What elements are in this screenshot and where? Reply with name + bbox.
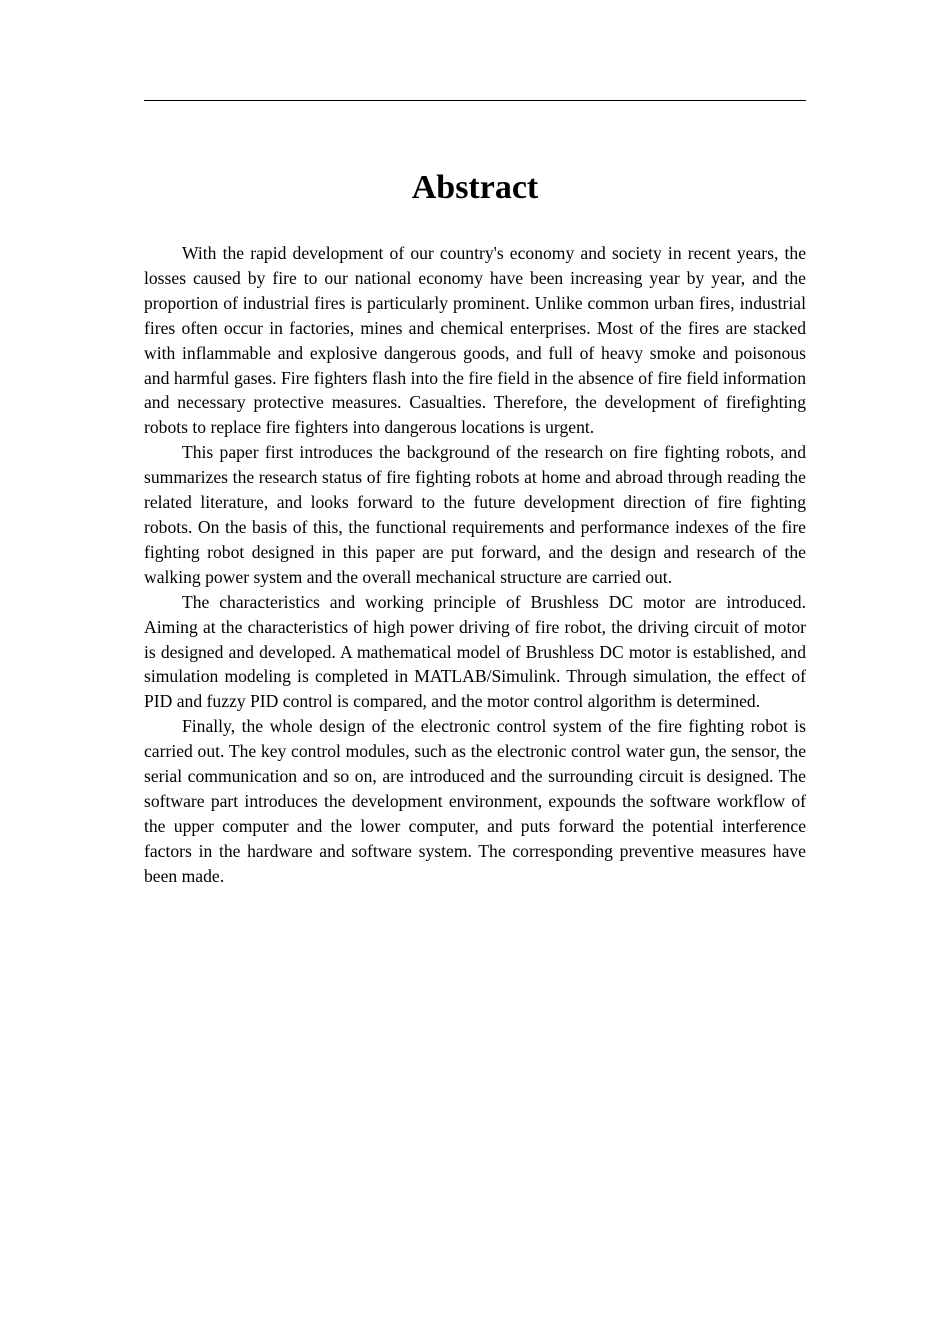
header-rule bbox=[144, 100, 806, 101]
abstract-body bbox=[144, 241, 806, 889]
abstract-paragraph-3: The characteristics and working principle of Brushless DC motor are introduced. Aiming at the characteristics of high power driving of fire robot, the driving circuit of motor is designed and developed. A mathematical model of Brushless DC motor is established, and simulation modeling is completed in MATLAB/Simulink. Through simulation, the effect of PID and fuzzy PID control is compared, and the motor control algorithm is determined. bbox=[144, 591, 806, 712]
abstract-paragraph-2: This paper first introduces the background of the research on fire fighting robots, and summarizes the research status of fire fighting robots at home and abroad through reading the related literature, and looks forward to the future development direction of fire fighting robots. On the basis of this, the functional requirements and performance indexes of the fire fighting robot designed in this paper are put forward, and the design and research of the walking power system and the overall mechanical structure are carried out. bbox=[144, 442, 806, 587]
abstract-title: Abstract bbox=[411, 169, 539, 206]
abstract-paragraph-1: With the rapid development of our country's economy and society in recent years, the losses caused by fire to our national economy have been increasing year by year, and the proportion of industrial fires is particularly prominent. Unlike common urban fires, industrial fires often occur in factories, mines and chemical enterprises. Most of the fires are stacked with inflammable and explosive dangerous goods, and full of heavy smoke and poisonous and harmful gases. Fire fighters flash into the fire field in the absence of fire field information and necessary protective measures. Casualties. Therefore, the development of firefighting robots to replace fire fighters into dangerous locations is urgent. bbox=[144, 243, 806, 438]
abstract-paragraph-4: Finally, the whole design of the electronic control system of the fire fighting robot is carried out. The key control modules, such as the electronic control water gun, the sensor, the serial communication and so on, are introduced and the surrounding circuit is designed. The software part introduces the development environment, expounds the software workflow of the upper computer and the lower computer, and puts forward the potential interference factors in the hardware and software system. The corresponding preventive measures have been made. bbox=[144, 716, 806, 886]
